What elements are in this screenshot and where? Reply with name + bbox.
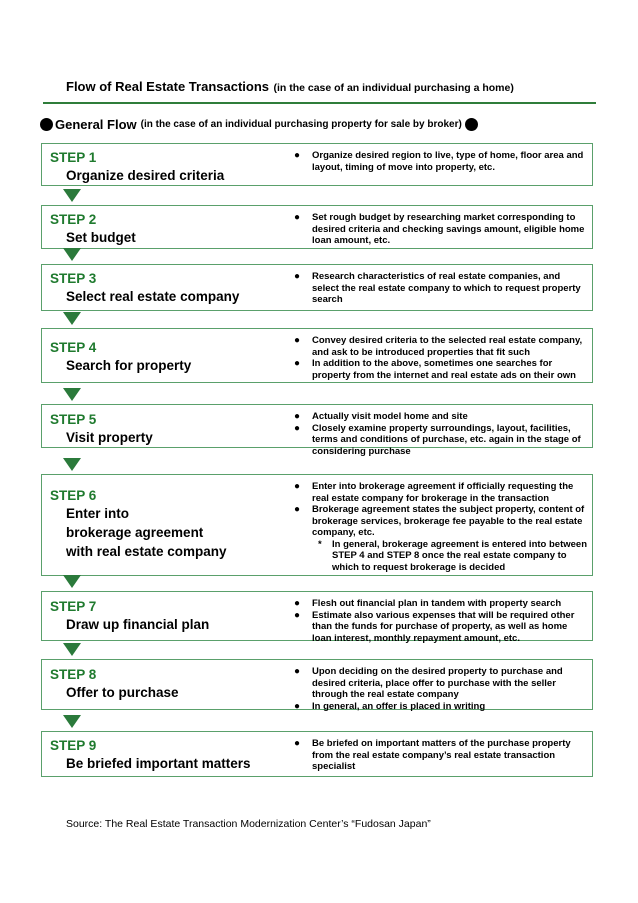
step-heading bbox=[50, 737, 290, 773]
step-title-line: Search for property bbox=[66, 358, 192, 373]
down-arrow-icon bbox=[63, 715, 81, 728]
step-title bbox=[50, 166, 290, 185]
bullet-text: In addition to the above, sometimes one searches for property from the internet and real estate ads on their own bbox=[312, 358, 576, 381]
step-title bbox=[50, 754, 290, 773]
bullet-icon: ● bbox=[294, 358, 301, 369]
bullet-text: Research characteristics of real estate companies, and select the real estate company to which to request property search bbox=[312, 271, 581, 305]
step-title bbox=[50, 287, 290, 306]
step-heading bbox=[50, 666, 290, 702]
step-details bbox=[294, 598, 588, 644]
bullet-dot-icon bbox=[465, 118, 478, 131]
bullet-icon: ● bbox=[294, 700, 301, 712]
step-label: STEP 7 bbox=[50, 599, 97, 614]
step-label: STEP 4 bbox=[50, 340, 97, 355]
bullet-icon: ● bbox=[294, 738, 301, 749]
step-title-line: Organize desired criteria bbox=[66, 168, 225, 183]
flow-header bbox=[40, 117, 600, 132]
step-heading bbox=[50, 339, 290, 375]
bullet-icon: ● bbox=[294, 481, 301, 492]
step-heading bbox=[50, 270, 290, 306]
bullet-item bbox=[294, 701, 588, 713]
down-arrow-icon bbox=[63, 189, 81, 202]
bullet-icon: ● bbox=[294, 598, 301, 609]
bullet-item bbox=[294, 666, 588, 701]
step-box bbox=[41, 328, 593, 383]
bullet-text: Actually visit model home and site bbox=[312, 411, 468, 422]
bullet-item bbox=[294, 423, 588, 458]
bullet-icon: ● bbox=[294, 271, 301, 282]
bullet-text: Set rough budget by researching market corresponding to desired criteria and checking savings amount, eligible home loan amount, etc. bbox=[312, 212, 585, 246]
bullet-item bbox=[294, 411, 588, 423]
bullet-icon: ● bbox=[294, 150, 301, 161]
title-sub: (in the case of an individual purchasing a home) bbox=[273, 82, 514, 94]
bullet-text: Brokerage agreement states the subject property, content of brokerage services, brokerage fee payable to the real estate company, etc. bbox=[312, 504, 585, 538]
step-title-line: Set budget bbox=[66, 230, 136, 245]
bullet-item bbox=[294, 598, 588, 610]
step-title-line: Draw up financial plan bbox=[66, 617, 210, 632]
down-arrow-icon bbox=[63, 643, 81, 656]
bullet-dot-icon bbox=[40, 118, 53, 131]
note-item bbox=[294, 539, 588, 574]
step-details bbox=[294, 411, 588, 457]
asterisk-icon: * bbox=[318, 538, 322, 550]
bullet-text: Enter into brokerage agreement if officially requesting the real estate company for brokerage in the transaction bbox=[312, 481, 574, 504]
step-title bbox=[50, 683, 290, 702]
step-details bbox=[294, 150, 588, 173]
down-arrow-icon bbox=[63, 248, 81, 261]
step-heading bbox=[50, 411, 290, 447]
step-box bbox=[41, 143, 593, 186]
step-box bbox=[41, 731, 593, 777]
step-title-line: Visit property bbox=[66, 430, 153, 445]
bullet-item bbox=[294, 610, 588, 645]
step-title-line: brokerage agreement bbox=[66, 525, 204, 540]
bullet-item bbox=[294, 271, 588, 306]
bullet-item bbox=[294, 358, 588, 381]
bullet-item bbox=[294, 212, 588, 247]
bullet-item bbox=[294, 481, 588, 504]
source-note: Source: The Real Estate Transaction Modernization Center’s “Fudosan Japan” bbox=[66, 818, 431, 830]
step-label: STEP 5 bbox=[50, 412, 97, 427]
step-title-line: with real estate company bbox=[66, 544, 227, 559]
step-heading bbox=[50, 487, 290, 561]
step-title-line: Be briefed important matters bbox=[66, 756, 251, 771]
bullet-text: Estimate also various expenses that will be required other than the funds for purchase of property, as well as home loan interest, monthly repayment amount, etc. bbox=[312, 609, 575, 644]
step-heading bbox=[50, 598, 290, 634]
step-title bbox=[50, 428, 290, 447]
flow-header-main: General Flow bbox=[55, 117, 137, 132]
step-box bbox=[41, 205, 593, 249]
bullet-item bbox=[294, 335, 588, 358]
bullet-text: Be briefed on important matters of the purchase property from the real estate company’s real estate transaction specialist bbox=[312, 738, 571, 772]
step-label: STEP 2 bbox=[50, 212, 97, 227]
step-heading bbox=[50, 211, 290, 247]
step-title bbox=[50, 356, 290, 375]
down-arrow-icon bbox=[63, 458, 81, 471]
step-details bbox=[294, 738, 588, 773]
bullet-text: Upon deciding on the desired property to purchase and desired criteria, place offer to purchase with the seller through the real estate company bbox=[312, 666, 563, 700]
bullet-item bbox=[294, 738, 588, 773]
bullet-icon: ● bbox=[294, 504, 301, 515]
step-details bbox=[294, 666, 588, 712]
down-arrow-icon bbox=[63, 388, 81, 401]
step-title-line: Offer to purchase bbox=[66, 685, 179, 700]
step-title bbox=[50, 615, 290, 634]
bullet-icon: ● bbox=[294, 335, 301, 346]
bullet-icon: ● bbox=[294, 422, 301, 434]
step-details bbox=[294, 481, 588, 573]
step-box bbox=[41, 264, 593, 311]
bullet-icon: ● bbox=[294, 212, 301, 223]
step-label: STEP 9 bbox=[50, 738, 97, 753]
title-divider bbox=[43, 102, 596, 104]
step-details bbox=[294, 335, 588, 381]
step-box bbox=[41, 591, 593, 644]
step-details bbox=[294, 212, 588, 247]
step-title-line: Select real estate company bbox=[66, 289, 240, 304]
bullet-icon: ● bbox=[294, 609, 301, 621]
step-title-line: Enter into bbox=[66, 506, 129, 521]
bullet-text: Closely examine property surroundings, layout, facilities, terms and conditions of purchase, etc. again in the stage of considering purchase bbox=[312, 422, 581, 457]
step-heading bbox=[50, 149, 290, 185]
step-details bbox=[294, 271, 588, 306]
bullet-text: In general, an offer is placed in writing bbox=[312, 700, 486, 712]
bullet-icon: ● bbox=[294, 411, 301, 422]
document-title bbox=[66, 78, 596, 96]
title-main: Flow of Real Estate Transactions bbox=[66, 79, 269, 94]
note-text: In general, brokerage agreement is entered into between STEP 4 and STEP 8 once the real estate company to which to request brokerage is decided bbox=[332, 538, 587, 573]
down-arrow-icon bbox=[63, 312, 81, 325]
step-box bbox=[41, 404, 593, 457]
step-title bbox=[50, 504, 290, 561]
bullet-text: Flesh out financial plan in tandem with property search bbox=[312, 598, 562, 609]
step-label: STEP 1 bbox=[50, 150, 97, 165]
step-label: STEP 3 bbox=[50, 271, 97, 286]
step-title bbox=[50, 228, 290, 247]
bullet-text: Convey desired criteria to the selected real estate company, and ask to be introduced properties that fit such bbox=[312, 335, 583, 358]
bullet-item bbox=[294, 504, 588, 539]
step-label: STEP 6 bbox=[50, 488, 97, 503]
step-box bbox=[41, 659, 593, 710]
down-arrow-icon bbox=[63, 575, 81, 588]
step-label: STEP 8 bbox=[50, 667, 97, 682]
bullet-icon: ● bbox=[294, 666, 301, 677]
bullet-item bbox=[294, 150, 588, 173]
flow-header-sub: (in the case of an individual purchasing property for sale by broker) bbox=[140, 119, 462, 130]
bullet-text: Organize desired region to live, type of home, floor area and layout, timing of move into property, etc. bbox=[312, 150, 584, 173]
step-box bbox=[41, 474, 593, 576]
